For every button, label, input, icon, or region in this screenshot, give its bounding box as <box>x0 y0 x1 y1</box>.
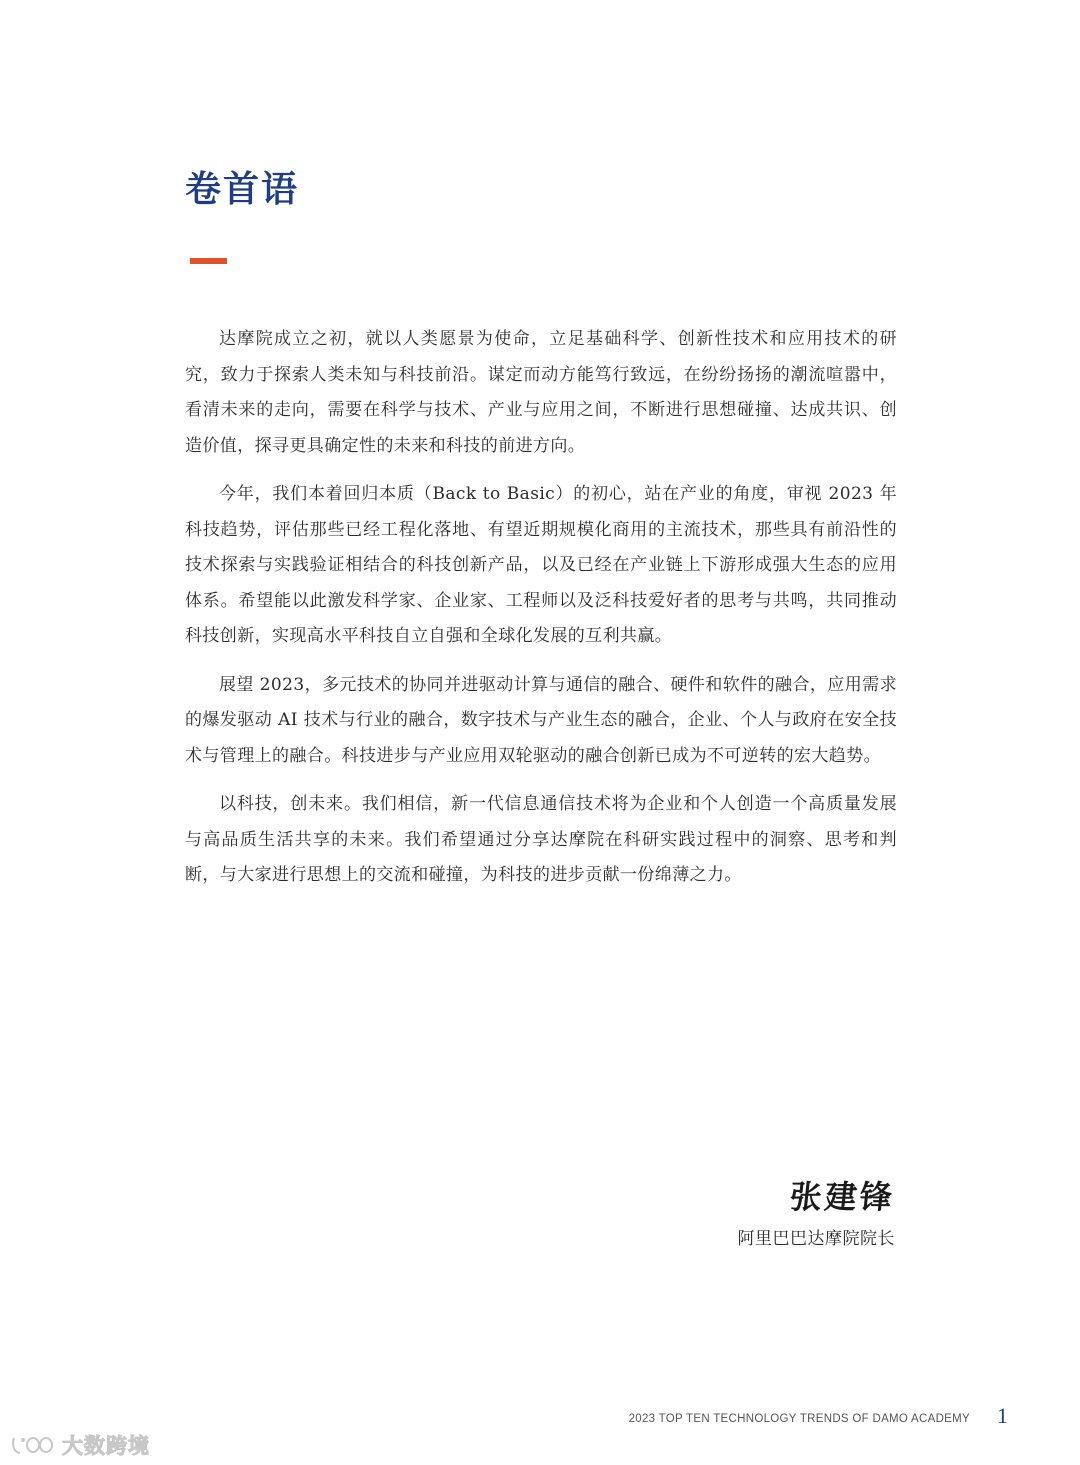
page-number: 1 <box>997 1403 1008 1428</box>
page-title: 卷首语 <box>185 168 300 210</box>
paragraph: 今年，我们本着回归本质（Back to Basic）的初心，站在产业的角度，审视 2023 年科技趋势，评估那些已经工程化落地、有望近期规模化商用的主流技术，那些具有前沿性的技术探索与实践验证相结合的科技创新产品，以及已经在产业链上下游形成强大生态的应用体系。希望能以此激发科学家、企业家、工程师以及泛科技爱好者的思考与共鸣，共同推动科技创新，实现高水平科技自立自强和全球化发展的互利共赢。 <box>185 484 897 646</box>
watermark-text: 大数跨境 <box>62 1434 150 1458</box>
paragraph: 以科技，创未来。我们相信，新一代信息通信技术将为企业和个人创造一个高质量发展与高品质生活共享的未来。我们希望通过分享达摩院在科研实践过程中的洞察、思考和判断，与大家进行思想上的交流和碰撞，为科技的进步贡献一份绵薄之力。 <box>185 794 897 885</box>
author-title: 阿里巴巴达摩院院长 <box>737 1229 895 1249</box>
paragraph: 达摩院成立之初，就以人类愿景为使命，立足基础科学、创新性技术和应用技术的研究，致力于探索人类未知与科技前沿。谋定而动方能笃行致远，在纷纷扬扬的潮流喧嚣中，看清未来的走向，需要在科学与技术、产业与应用之间，不断进行思想碰撞、达成共识、创造价值，探寻更具确定性的未来和科技的前进方向。 <box>185 329 897 456</box>
title-accent-bar <box>190 258 227 264</box>
watermark <box>10 1430 150 1460</box>
preface-body <box>185 322 897 907</box>
watermark-logo-icon <box>10 1432 56 1458</box>
paragraph: 展望 2023，多元技术的协同并进驱动计算与通信的融合、硬件和软件的融合，应用需求的爆发驱动 AI 技术与行业的融合，数字技术与产业生态的融合，企业、个人与政府在安全技术与管理上的融合。科技进步与产业应用双轮驱动的融合创新已成为不可逆转的宏大趋势。 <box>185 674 897 766</box>
footer-running-title: 2023 TOP TEN TECHNOLOGY TRENDS OF DAMO ACADEMY <box>628 1413 970 1425</box>
author-signature: 张建锋 <box>787 1178 897 1216</box>
